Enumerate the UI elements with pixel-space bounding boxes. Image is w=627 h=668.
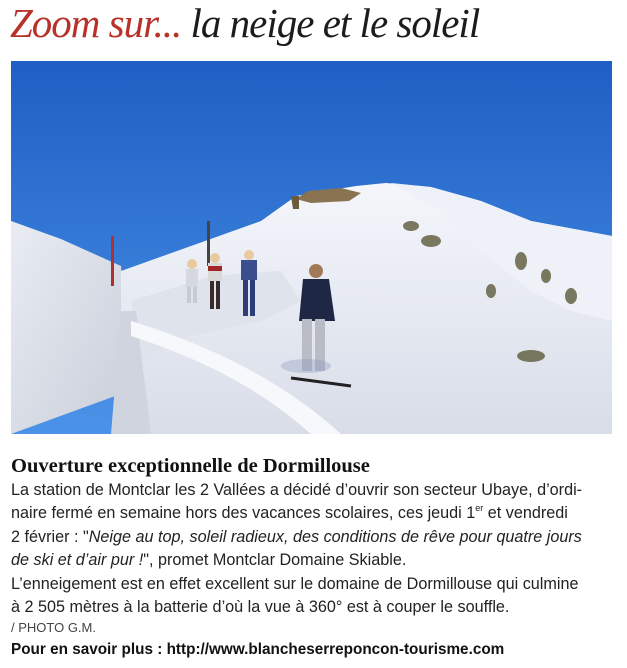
article-headline: Ouverture exceptionnelle de Dormillouse [11,455,370,477]
body-line: à 2 505 mètres à la batterie d’où la vue à 360° est à couper le souffle. [11,598,510,617]
body-line: naire fermé en semaine hors des vacances scolaires, ces jeudi 1er et vendredi [11,503,568,523]
more-info-label: Pour en savoir plus : [11,641,167,658]
section-rubric [10,0,479,46]
quote-text: Neige au top, soleil radieux, des conditions de rêve pour quatre jours [88,527,582,546]
article-body [11,479,623,619]
more-info [11,639,504,661]
more-info-link[interactable]: http://www.blancheserreponcon-tourisme.com [166,641,505,658]
ordinal-suffix: er [475,503,484,514]
quote-text: de ski et d’air pur ! [11,551,144,570]
rubric-prefix: Zoom sur... [10,0,182,46]
body-line: 2 février : "Neige au top, soleil radieux, des conditions de rêve pour quatre jours [11,527,582,546]
rubric-title: la neige et le soleil [190,0,480,46]
body-line: de ski et d’air pur !", promet Montclar Domaine Skiable. [11,551,407,570]
body-line: L’enneigement est en effet excellent sur le domaine de Dormillouse qui culmine [11,574,579,593]
article-photo [11,61,612,434]
body-line: La station de Montclar les 2 Vallées a décidé d’ouvrir son secteur Ubaye, d’ordi- [11,481,583,499]
photo-credit: / PHOTO G.M. [11,620,96,635]
